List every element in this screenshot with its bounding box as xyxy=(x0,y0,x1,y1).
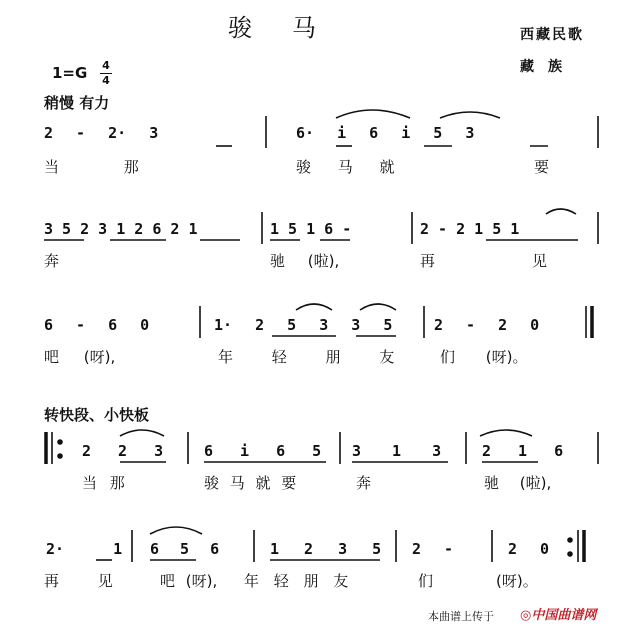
row5-notes-m1: 2· 1 xyxy=(46,540,123,558)
tempo-marking-2: 转快段、小快板 xyxy=(44,406,150,424)
row1-notes-m2: 6· i 6 i 5 3 xyxy=(296,124,475,142)
time-denominator: 4 xyxy=(102,74,110,87)
row5-notes-m5: 2 0 xyxy=(508,540,550,558)
upload-caption: 本曲谱上传于 xyxy=(428,610,494,623)
row3-notes-m2: 1· 2 5 3 3 5 xyxy=(214,316,393,334)
row5-notes-m2: 6 5 6 xyxy=(150,540,220,558)
row3-lyric-2: 年 轻 朋 友 xyxy=(218,348,395,366)
time-numerator: 4 xyxy=(102,59,110,72)
brand-logo xyxy=(520,604,596,623)
row3-notes-m1: 6 - 6 0 xyxy=(44,316,150,334)
row4-notes-m1: 2 2 3 xyxy=(82,442,164,460)
row1-lyric-3: 要 xyxy=(534,158,550,176)
row2-lyric-1: 奔 xyxy=(44,252,60,270)
tie xyxy=(546,209,576,214)
row5-lyric-4: 们 xyxy=(418,572,434,590)
row1-lyric-2: 骏 马 就 xyxy=(296,158,395,176)
row2-notes-m3: 2 - 2 1 5 1 xyxy=(420,220,520,238)
row3-lyric-3: 们 (呀)。 xyxy=(440,348,528,366)
row4-lyric-4: 驰 (啦), xyxy=(484,474,552,492)
song-title: 骏马 xyxy=(228,14,356,42)
tempo-marking-1: 稍慢 有力 xyxy=(44,94,110,112)
row4-lyric-1: 当 那 xyxy=(82,474,125,492)
tie xyxy=(120,430,164,436)
row2-lyric-4: 见 xyxy=(532,252,548,270)
row3-notes-m3: 2 - 2 0 xyxy=(434,316,540,334)
row2-lyric-3: 再 xyxy=(420,252,436,270)
tie xyxy=(296,304,332,310)
tie xyxy=(150,527,202,534)
row4-notes-m2: 6 i 6 5 xyxy=(204,442,322,460)
tie xyxy=(480,430,532,436)
tie xyxy=(336,110,410,118)
brand-icon: ◎ xyxy=(520,608,532,623)
row5-notes-m4: 2 - xyxy=(412,540,454,558)
row1-lyric-1: 当 那 xyxy=(44,158,139,176)
row2-notes-m1: 3 5 2 3 1 2 6 2 1 xyxy=(44,220,198,238)
row5-lyric-5: (呀)。 xyxy=(496,572,538,590)
row4-lyric-2: 骏 马 就 要 xyxy=(204,474,297,492)
brand-name: 中国曲谱网 xyxy=(531,608,597,623)
song-ethnic: 藏族 xyxy=(520,59,576,75)
row5-lyric-2: 吧 (呀), xyxy=(160,572,218,590)
row4-notes-m3: 3 1 3 xyxy=(352,442,442,460)
row2-notes-m2: 1 5 1 6 - xyxy=(270,220,352,238)
row4-lyric-3: 奔 xyxy=(356,474,372,492)
tie xyxy=(360,304,396,310)
song-origin: 西藏民歌 xyxy=(520,27,584,43)
row4-notes-m4: 2 1 6 xyxy=(482,442,564,460)
row5-lyric-1: 再 见 xyxy=(44,572,113,590)
key-signature: 1=G xyxy=(52,64,88,82)
row2-lyric-2: 驰 (啦), xyxy=(270,252,340,270)
row1-notes-m1: 2 - 2· 3 xyxy=(44,124,159,142)
row5-lyric-3: 年 轻 朋 友 xyxy=(244,572,349,590)
tie xyxy=(440,112,500,118)
row3-lyric-1: 吧 (呀), xyxy=(44,348,116,366)
row5-notes-m3: 1 2 3 5 xyxy=(270,540,382,558)
